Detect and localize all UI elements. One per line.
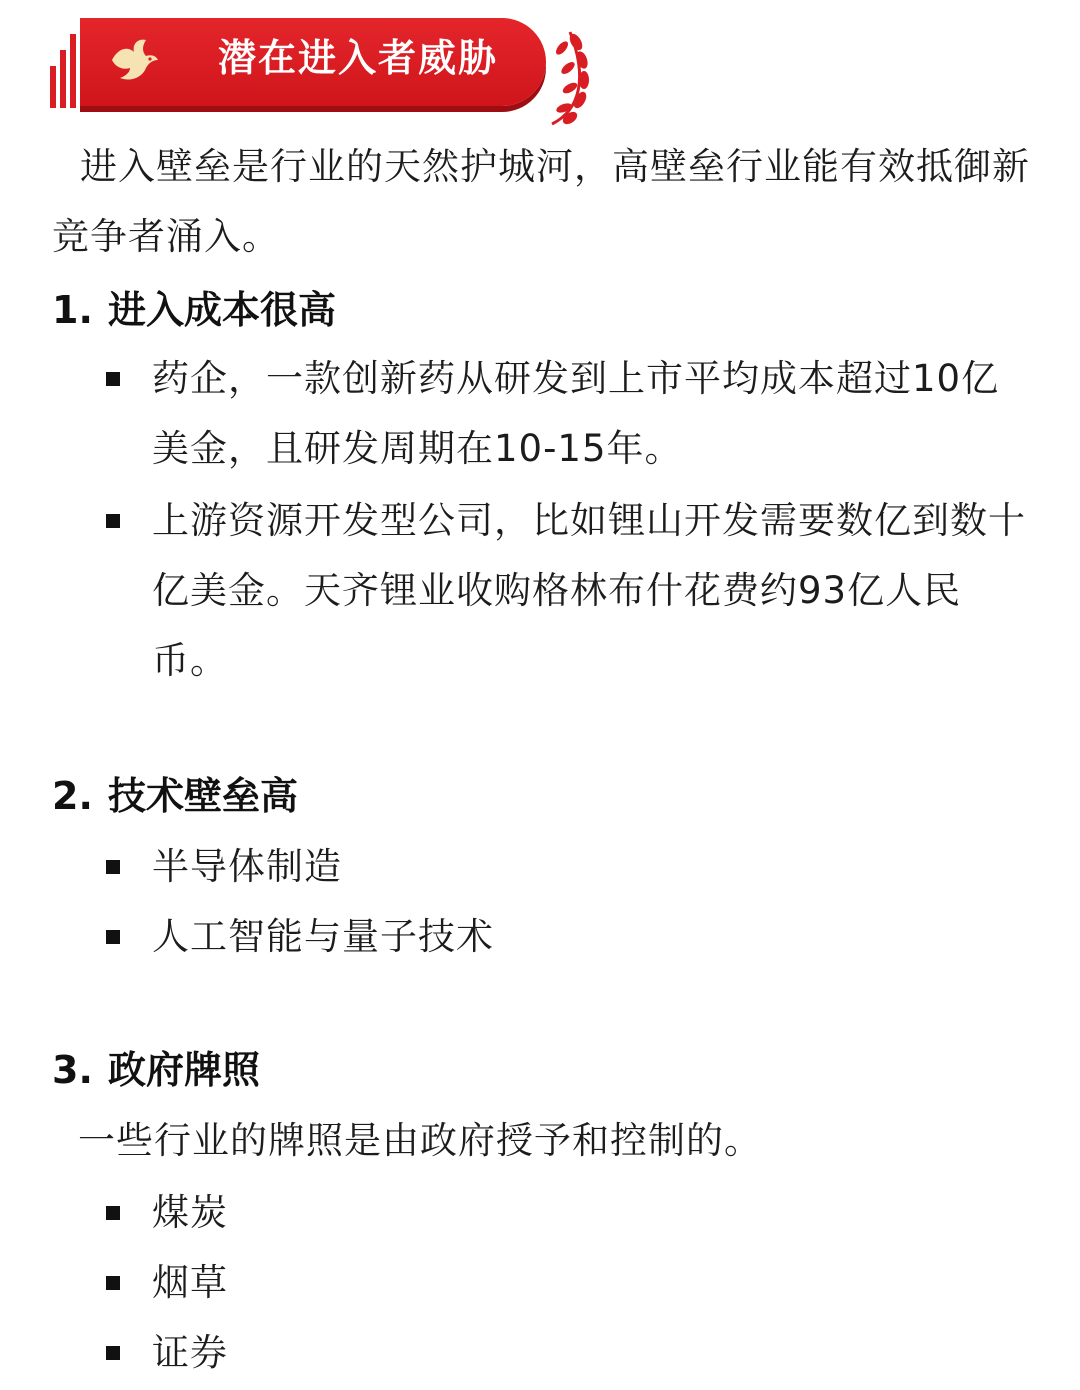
section-note: 一些行业的牌照是由政府授予和控制的。 xyxy=(78,1119,762,1162)
section-number: 3. xyxy=(52,1048,93,1092)
laurel-icon xyxy=(540,24,596,128)
section-number: 1. xyxy=(52,288,93,332)
section-number: 2. xyxy=(52,774,93,818)
bullet-square-icon xyxy=(106,860,120,874)
section-heading-1 xyxy=(52,282,336,338)
section-title: 政府牌照 xyxy=(108,1048,261,1092)
bullet-square-icon xyxy=(106,1346,120,1360)
list-item: 半导体制造 xyxy=(106,832,1036,902)
section-heading-3 xyxy=(52,1042,260,1098)
bullet-square-icon xyxy=(106,930,120,944)
list-item: 证券 xyxy=(106,1318,1036,1388)
section-banner xyxy=(48,14,548,110)
list-item: 烟草 xyxy=(106,1248,1036,1318)
banner-title: 潜在进入者威胁 xyxy=(218,36,499,80)
intro-paragraph: 进入壁垒是行业的天然护城河，高壁垒行业能有效抵御新竞争者涌入。 xyxy=(52,145,1030,258)
list-item: 人工智能与量子技术 xyxy=(106,902,1036,972)
bullet-square-icon xyxy=(106,1276,120,1290)
list-item: 上游资源开发型公司，比如锂山开发需要数亿到数十亿美金。天齐锂业收购格林布什花费约93亿人民币。 xyxy=(106,486,1036,696)
bullet-square-icon xyxy=(106,1206,120,1220)
list-item: 药企，一款创新药从研发到上市平均成本超过10亿美金，且研发周期在10-15年。 xyxy=(106,344,1036,484)
bullet-square-icon xyxy=(106,514,120,528)
section-title: 进入成本很高 xyxy=(108,288,337,332)
dove-icon xyxy=(108,38,160,84)
list-item: 煤炭 xyxy=(106,1178,1036,1248)
section-heading-2 xyxy=(52,768,298,824)
bar-decoration-icon xyxy=(48,14,78,110)
section-title: 技术壁垒高 xyxy=(108,774,299,818)
bullet-square-icon xyxy=(106,372,120,386)
